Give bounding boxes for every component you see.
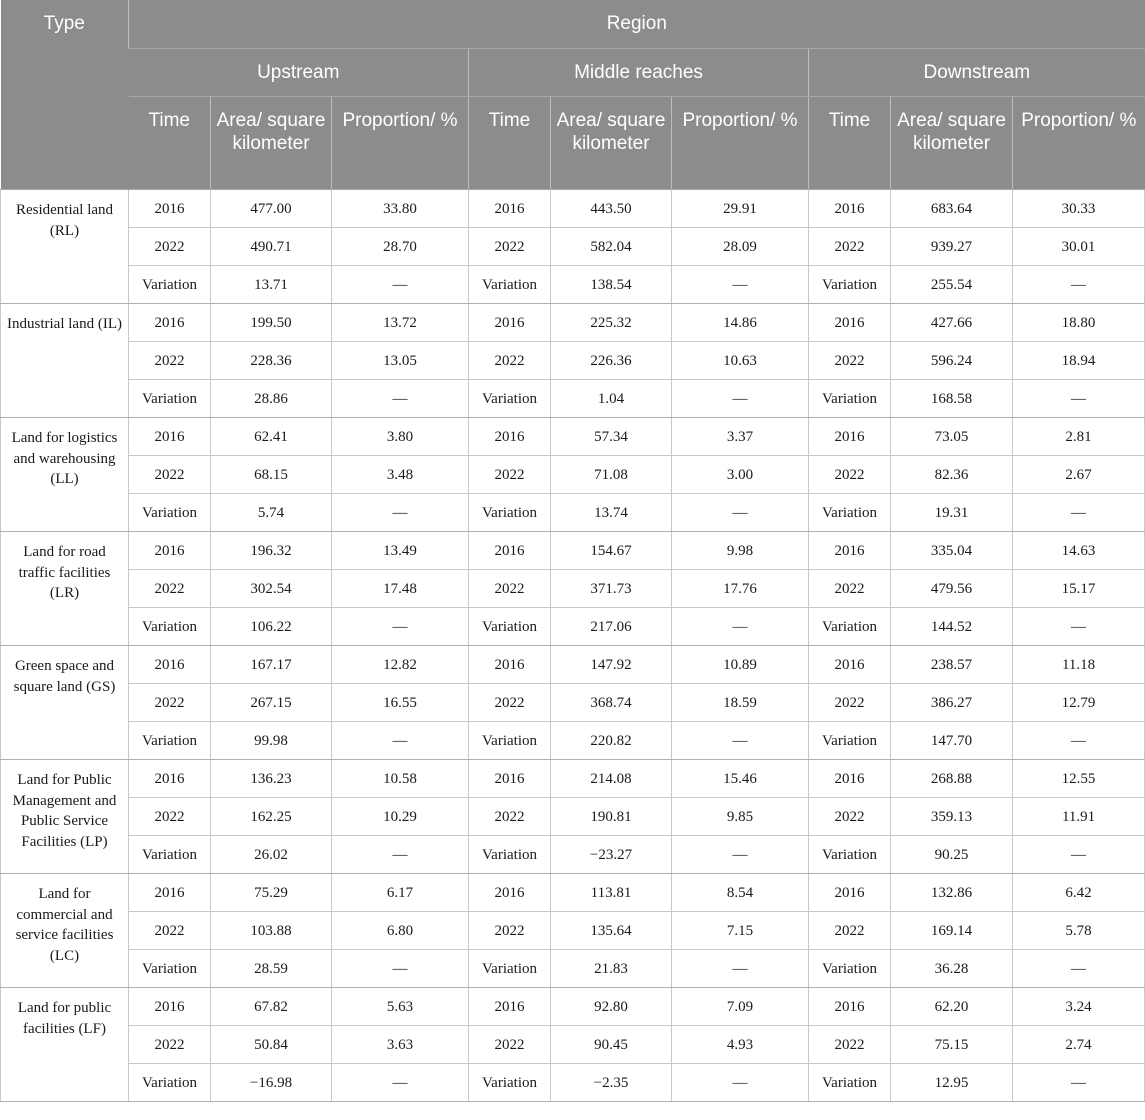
header-downstream: Downstream xyxy=(809,49,1145,97)
table-cell: 135.64 xyxy=(551,912,672,950)
table-cell: 238.57 xyxy=(891,646,1013,684)
land-type-cell: Land for commercial and service facilities (LC) xyxy=(1,874,129,988)
table-row xyxy=(1,684,1145,722)
table-cell: 443.50 xyxy=(551,190,672,228)
table-cell: 147.92 xyxy=(551,646,672,684)
table-cell: 10.29 xyxy=(332,798,469,836)
table-cell: — xyxy=(332,836,469,874)
table-cell: 228.36 xyxy=(211,342,332,380)
table-cell: 113.81 xyxy=(551,874,672,912)
table-cell: — xyxy=(1013,494,1145,532)
table-row xyxy=(1,950,1145,988)
table-cell: 268.88 xyxy=(891,760,1013,798)
table-cell: 217.06 xyxy=(551,608,672,646)
table-cell: Variation xyxy=(809,608,891,646)
table-cell: 2022 xyxy=(809,798,891,836)
table-cell: 162.25 xyxy=(211,798,332,836)
table-row xyxy=(1,722,1145,760)
table-row xyxy=(1,342,1145,380)
table-cell: Variation xyxy=(469,722,551,760)
table-row xyxy=(1,190,1145,228)
table-cell: 2022 xyxy=(129,912,211,950)
table-cell: 67.82 xyxy=(211,988,332,1026)
table-cell: 138.54 xyxy=(551,266,672,304)
table-cell: 147.70 xyxy=(891,722,1013,760)
table-cell: 75.29 xyxy=(211,874,332,912)
table-cell: 2016 xyxy=(129,532,211,570)
table-cell: 2016 xyxy=(129,190,211,228)
table-cell: 50.84 xyxy=(211,1026,332,1064)
table-cell: 6.42 xyxy=(1013,874,1145,912)
table-cell: — xyxy=(672,950,809,988)
table-cell: 2016 xyxy=(129,874,211,912)
table-cell: — xyxy=(332,722,469,760)
table-cell: 302.54 xyxy=(211,570,332,608)
table-cell: 225.32 xyxy=(551,304,672,342)
table-cell: — xyxy=(332,1064,469,1102)
table-cell: 2016 xyxy=(809,418,891,456)
table-cell: 136.23 xyxy=(211,760,332,798)
table-cell: 2022 xyxy=(469,1026,551,1064)
table-cell: 479.56 xyxy=(891,570,1013,608)
table-cell: — xyxy=(1013,380,1145,418)
table-cell: — xyxy=(1013,836,1145,874)
table-row xyxy=(1,418,1145,456)
table-cell: — xyxy=(672,380,809,418)
table-cell: 2022 xyxy=(469,456,551,494)
table-cell: 14.86 xyxy=(672,304,809,342)
table-cell: 82.36 xyxy=(891,456,1013,494)
table-cell: −2.35 xyxy=(551,1064,672,1102)
table-cell: 2022 xyxy=(129,798,211,836)
table-cell: 30.33 xyxy=(1013,190,1145,228)
table-cell: 2016 xyxy=(809,760,891,798)
table-cell: 2022 xyxy=(129,570,211,608)
table-cell: 167.17 xyxy=(211,646,332,684)
table-cell: 30.01 xyxy=(1013,228,1145,266)
header-type: Type xyxy=(1,0,129,190)
table-cell: 33.80 xyxy=(332,190,469,228)
land-type-cell: Land for Public Management and Public Service Facilities (LP) xyxy=(1,760,129,874)
table-cell: 5.63 xyxy=(332,988,469,1026)
table-cell: 267.15 xyxy=(211,684,332,722)
land-type-cell: Residential land (RL) xyxy=(1,190,129,304)
table-cell: −23.27 xyxy=(551,836,672,874)
table-cell: — xyxy=(672,836,809,874)
table-cell: 939.27 xyxy=(891,228,1013,266)
land-type-cell: Land for road traffic facilities (LR) xyxy=(1,532,129,646)
table-cell: 103.88 xyxy=(211,912,332,950)
table-cell: 386.27 xyxy=(891,684,1013,722)
table-header xyxy=(1,0,1145,190)
table-cell: 2016 xyxy=(469,760,551,798)
table-cell: Variation xyxy=(129,266,211,304)
table-cell: — xyxy=(1013,266,1145,304)
table-cell: 2022 xyxy=(809,570,891,608)
header-proportion: Proportion/ % xyxy=(1013,97,1145,190)
table-row xyxy=(1,798,1145,836)
table-cell: — xyxy=(332,950,469,988)
table-row xyxy=(1,494,1145,532)
land-type-cell: Land for public facilities (LF) xyxy=(1,988,129,1102)
table-cell: 2016 xyxy=(129,304,211,342)
table-cell: 2016 xyxy=(469,418,551,456)
header-time: Time xyxy=(469,97,551,190)
table-cell: 2016 xyxy=(129,646,211,684)
table-cell: 582.04 xyxy=(551,228,672,266)
table-cell: Variation xyxy=(809,380,891,418)
header-proportion: Proportion/ % xyxy=(332,97,469,190)
table-cell: 169.14 xyxy=(891,912,1013,950)
table-row xyxy=(1,874,1145,912)
table-cell: — xyxy=(332,380,469,418)
header-time: Time xyxy=(129,97,211,190)
table-cell: 106.22 xyxy=(211,608,332,646)
table-row xyxy=(1,1064,1145,1102)
table-cell: 144.52 xyxy=(891,608,1013,646)
table-row xyxy=(1,912,1145,950)
table-cell: Variation xyxy=(129,950,211,988)
table-cell: 71.08 xyxy=(551,456,672,494)
table-cell: 36.28 xyxy=(891,950,1013,988)
table-row xyxy=(1,836,1145,874)
table-cell: 13.74 xyxy=(551,494,672,532)
table-cell: 3.63 xyxy=(332,1026,469,1064)
table-cell: 11.91 xyxy=(1013,798,1145,836)
table-cell: Variation xyxy=(129,380,211,418)
table-cell: — xyxy=(1013,722,1145,760)
table-cell: 2016 xyxy=(469,646,551,684)
table-cell: Variation xyxy=(129,836,211,874)
table-cell: 368.74 xyxy=(551,684,672,722)
header-area: Area/ square kilometer xyxy=(551,97,672,190)
table-row xyxy=(1,1026,1145,1064)
table-cell: 359.13 xyxy=(891,798,1013,836)
table-cell: — xyxy=(672,1064,809,1102)
table-cell: 2022 xyxy=(129,342,211,380)
table-body xyxy=(1,190,1145,1102)
table-cell: 62.20 xyxy=(891,988,1013,1026)
table-row xyxy=(1,380,1145,418)
header-proportion: Proportion/ % xyxy=(672,97,809,190)
table-cell: 7.15 xyxy=(672,912,809,950)
header-area: Area/ square kilometer xyxy=(211,97,332,190)
table-cell: — xyxy=(332,608,469,646)
table-cell: 255.54 xyxy=(891,266,1013,304)
table-cell: — xyxy=(1013,1064,1145,1102)
table-cell: 477.00 xyxy=(211,190,332,228)
table-cell: 15.46 xyxy=(672,760,809,798)
land-type-cell: Green space and square land (GS) xyxy=(1,646,129,760)
table-cell: Variation xyxy=(469,266,551,304)
table-cell: 12.82 xyxy=(332,646,469,684)
table-cell: 16.55 xyxy=(332,684,469,722)
table-cell: 2.74 xyxy=(1013,1026,1145,1064)
table-cell: 5.74 xyxy=(211,494,332,532)
table-row xyxy=(1,532,1145,570)
table-cell: 28.86 xyxy=(211,380,332,418)
table-cell: 2016 xyxy=(469,988,551,1026)
table-cell: 683.64 xyxy=(891,190,1013,228)
table-cell: 3.80 xyxy=(332,418,469,456)
table-cell: 199.50 xyxy=(211,304,332,342)
table-cell: 19.31 xyxy=(891,494,1013,532)
table-cell: — xyxy=(1013,950,1145,988)
table-cell: 8.54 xyxy=(672,874,809,912)
table-cell: 18.59 xyxy=(672,684,809,722)
table-cell: — xyxy=(672,494,809,532)
table-cell: 28.09 xyxy=(672,228,809,266)
table-cell: 596.24 xyxy=(891,342,1013,380)
header-upstream: Upstream xyxy=(129,49,469,97)
table-cell: 99.98 xyxy=(211,722,332,760)
table-cell: 6.17 xyxy=(332,874,469,912)
table-cell: 90.45 xyxy=(551,1026,672,1064)
table-cell: Variation xyxy=(809,494,891,532)
land-type-cell: Industrial land (IL) xyxy=(1,304,129,418)
table-cell: 2016 xyxy=(129,760,211,798)
table-cell: 9.98 xyxy=(672,532,809,570)
table-cell: Variation xyxy=(469,1064,551,1102)
table-cell: 226.36 xyxy=(551,342,672,380)
table-cell: 2016 xyxy=(809,304,891,342)
table-cell: 10.58 xyxy=(332,760,469,798)
header-region: Region xyxy=(129,0,1145,49)
table-cell: 62.41 xyxy=(211,418,332,456)
table-cell: — xyxy=(1013,608,1145,646)
table-cell: Variation xyxy=(469,836,551,874)
table-cell: 29.91 xyxy=(672,190,809,228)
table-cell: 2.81 xyxy=(1013,418,1145,456)
table-cell: 57.34 xyxy=(551,418,672,456)
table-cell: 2022 xyxy=(809,912,891,950)
table-cell: Variation xyxy=(469,608,551,646)
table-cell: 2022 xyxy=(809,684,891,722)
table-cell: 12.95 xyxy=(891,1064,1013,1102)
table-cell: 11.18 xyxy=(1013,646,1145,684)
table-cell: 13.72 xyxy=(332,304,469,342)
table-cell: 3.24 xyxy=(1013,988,1145,1026)
table-row xyxy=(1,608,1145,646)
table-row xyxy=(1,266,1145,304)
header-middle-reaches: Middle reaches xyxy=(469,49,809,97)
table-cell: 2022 xyxy=(809,456,891,494)
table-cell: 371.73 xyxy=(551,570,672,608)
header-time: Time xyxy=(809,97,891,190)
table-cell: 2022 xyxy=(469,570,551,608)
table-cell: 10.89 xyxy=(672,646,809,684)
table-cell: 2016 xyxy=(469,532,551,570)
table-cell: 17.76 xyxy=(672,570,809,608)
table-cell: 5.78 xyxy=(1013,912,1145,950)
table-cell: 18.94 xyxy=(1013,342,1145,380)
table-cell: Variation xyxy=(809,722,891,760)
table-cell: 2016 xyxy=(469,874,551,912)
table-cell: Variation xyxy=(809,950,891,988)
table-cell: 168.58 xyxy=(891,380,1013,418)
table-cell: 335.04 xyxy=(891,532,1013,570)
table-cell: 14.63 xyxy=(1013,532,1145,570)
table-cell: 92.80 xyxy=(551,988,672,1026)
table-cell: — xyxy=(672,722,809,760)
table-row xyxy=(1,760,1145,798)
table-cell: −16.98 xyxy=(211,1064,332,1102)
table-cell: — xyxy=(672,266,809,304)
table-cell: 2022 xyxy=(469,342,551,380)
table-cell: 2016 xyxy=(469,190,551,228)
table-cell: 13.49 xyxy=(332,532,469,570)
table-cell: 26.02 xyxy=(211,836,332,874)
table-cell: 28.59 xyxy=(211,950,332,988)
table-cell: 2022 xyxy=(469,798,551,836)
table-cell: 2022 xyxy=(469,912,551,950)
table-cell: 132.86 xyxy=(891,874,1013,912)
table-cell: 196.32 xyxy=(211,532,332,570)
table-cell: Variation xyxy=(809,266,891,304)
table-cell: 15.17 xyxy=(1013,570,1145,608)
table-cell: 75.15 xyxy=(891,1026,1013,1064)
table-cell: Variation xyxy=(469,380,551,418)
table-cell: 2022 xyxy=(129,1026,211,1064)
table-cell: Variation xyxy=(129,1064,211,1102)
table-cell: 2016 xyxy=(469,304,551,342)
table-cell: 2022 xyxy=(469,684,551,722)
table-cell: 6.80 xyxy=(332,912,469,950)
table-cell: 2022 xyxy=(809,228,891,266)
table-cell: 3.48 xyxy=(332,456,469,494)
table-cell: — xyxy=(672,608,809,646)
table-cell: 2016 xyxy=(809,190,891,228)
table-row xyxy=(1,570,1145,608)
table-cell: 1.04 xyxy=(551,380,672,418)
table-cell: 2016 xyxy=(129,988,211,1026)
table-cell: Variation xyxy=(129,722,211,760)
table-cell: 2016 xyxy=(809,532,891,570)
table-cell: 68.15 xyxy=(211,456,332,494)
table-cell: 2022 xyxy=(129,228,211,266)
table-cell: Variation xyxy=(809,836,891,874)
table-cell: 220.82 xyxy=(551,722,672,760)
table-cell: 9.85 xyxy=(672,798,809,836)
table-cell: Variation xyxy=(469,494,551,532)
table-cell: 427.66 xyxy=(891,304,1013,342)
table-cell: 2022 xyxy=(129,684,211,722)
land-type-cell: Land for logistics and warehousing (LL) xyxy=(1,418,129,532)
table-cell: 3.00 xyxy=(672,456,809,494)
table-cell: 73.05 xyxy=(891,418,1013,456)
table-row xyxy=(1,456,1145,494)
table-cell: 190.81 xyxy=(551,798,672,836)
table-row xyxy=(1,228,1145,266)
table-cell: Variation xyxy=(469,950,551,988)
table-row xyxy=(1,988,1145,1026)
table-row xyxy=(1,646,1145,684)
table-cell: 90.25 xyxy=(891,836,1013,874)
table-cell: 2022 xyxy=(129,456,211,494)
table-cell: 2016 xyxy=(809,646,891,684)
table-cell: 13.05 xyxy=(332,342,469,380)
table-cell: 3.37 xyxy=(672,418,809,456)
table-cell: 10.63 xyxy=(672,342,809,380)
table-cell: — xyxy=(332,266,469,304)
table-cell: — xyxy=(332,494,469,532)
table-cell: 214.08 xyxy=(551,760,672,798)
table-cell: 2016 xyxy=(129,418,211,456)
table-cell: 2022 xyxy=(809,342,891,380)
table-cell: 17.48 xyxy=(332,570,469,608)
table-cell: 2016 xyxy=(809,988,891,1026)
table-cell: 18.80 xyxy=(1013,304,1145,342)
table-cell: 12.79 xyxy=(1013,684,1145,722)
table-cell: 2022 xyxy=(469,228,551,266)
table-cell: 13.71 xyxy=(211,266,332,304)
table-cell: 21.83 xyxy=(551,950,672,988)
table-cell: Variation xyxy=(809,1064,891,1102)
table-cell: 490.71 xyxy=(211,228,332,266)
table-cell: 2.67 xyxy=(1013,456,1145,494)
table-cell: 4.93 xyxy=(672,1026,809,1064)
table-cell: 154.67 xyxy=(551,532,672,570)
table-cell: 12.55 xyxy=(1013,760,1145,798)
table-row xyxy=(1,304,1145,342)
header-area: Area/ square kilometer xyxy=(891,97,1013,190)
table-cell: 28.70 xyxy=(332,228,469,266)
table-cell: Variation xyxy=(129,494,211,532)
table-cell: Variation xyxy=(129,608,211,646)
table-cell: 2016 xyxy=(809,874,891,912)
table-cell: 7.09 xyxy=(672,988,809,1026)
table-cell: 2022 xyxy=(809,1026,891,1064)
